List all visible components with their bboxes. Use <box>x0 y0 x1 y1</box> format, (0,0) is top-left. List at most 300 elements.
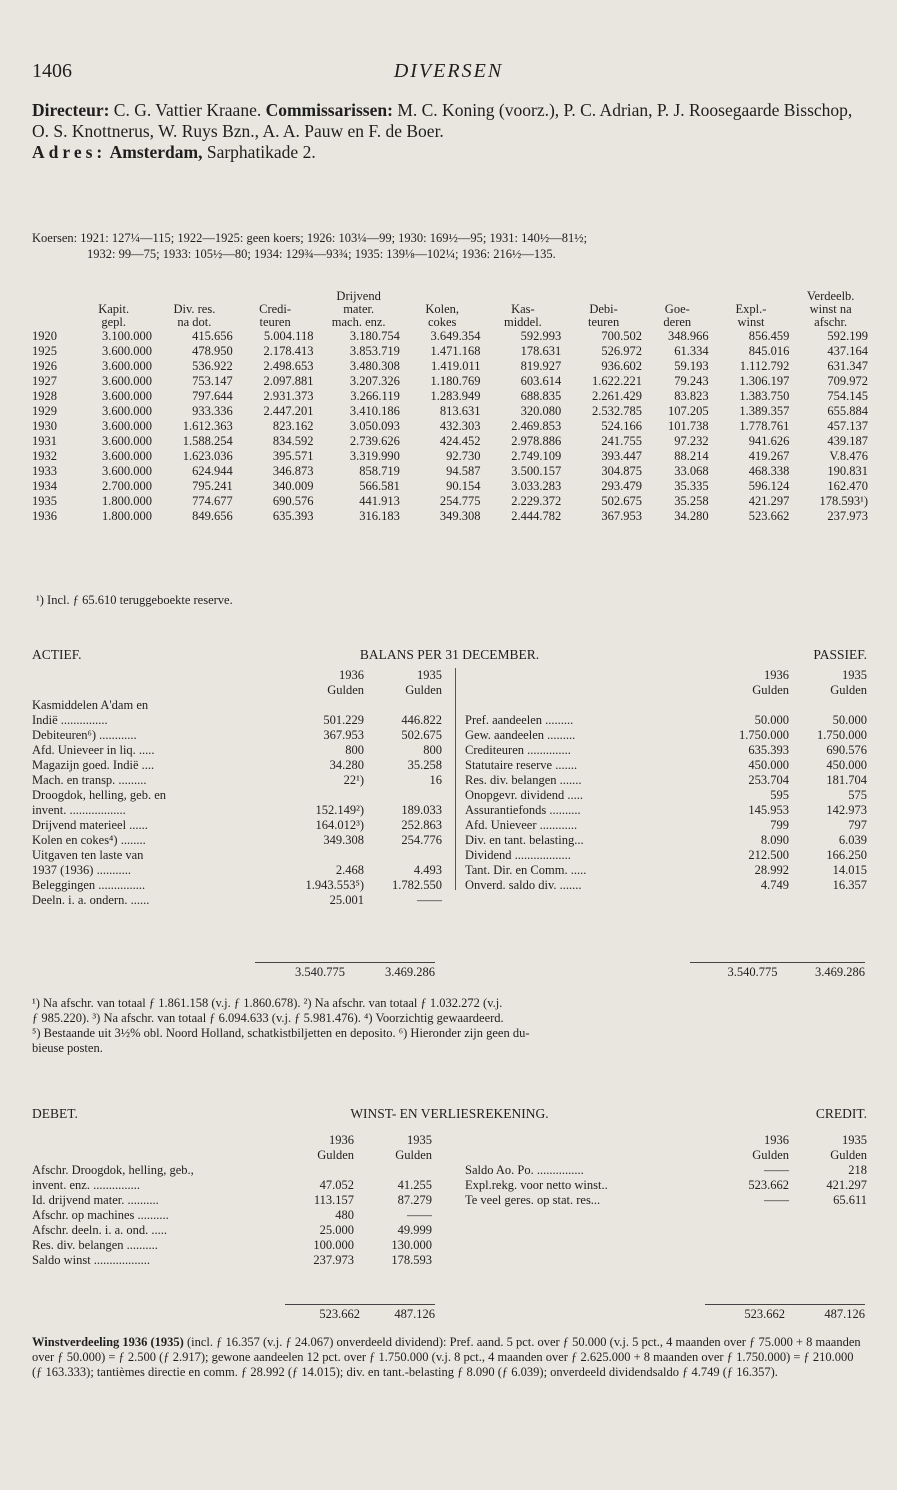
spacer-row <box>465 698 867 713</box>
balance-sheet-header <box>32 647 867 665</box>
table-cell: 241.755 <box>601 434 642 448</box>
table-cell: 35.258 <box>674 494 709 508</box>
table-cell: 3.600.000 <box>102 434 153 448</box>
actief-title: ACTIEF. <box>32 647 82 662</box>
table-row <box>30 389 870 404</box>
passiva-item <box>465 818 867 833</box>
activa-item <box>32 833 442 848</box>
table-cell: 774.677 <box>192 494 233 508</box>
activa-item <box>32 803 442 818</box>
activa-year-header <box>32 668 442 683</box>
debet-item <box>32 1208 432 1223</box>
table-cell: 33.068 <box>674 464 709 478</box>
verdeeling-label: Winstverdeeling 1936 (1935) <box>32 1335 184 1349</box>
table-cell: 795.241 <box>192 479 233 493</box>
year-cell: 1932 <box>32 449 57 463</box>
credit-item-value-1936: 523.662 <box>748 1178 789 1192</box>
table-cell: 2.097.881 <box>263 374 314 388</box>
column-header: Kas- middel. <box>503 302 542 329</box>
table-cell: 1.389.357 <box>739 404 790 418</box>
table-cell: 97.232 <box>674 434 709 448</box>
table-cell: 293.479 <box>601 479 642 493</box>
debet-item-label: Afschr. deeln. i. a. ond. ..... <box>32 1223 168 1237</box>
activa-item <box>32 773 442 788</box>
table-cell: 700.502 <box>601 329 642 343</box>
activa-section <box>32 668 442 908</box>
spacer <box>465 1133 707 1148</box>
table-cell: 92.730 <box>446 449 481 463</box>
table-cell: 421.297 <box>748 494 790 508</box>
share-prices <box>32 230 867 262</box>
table-cell: 603.614 <box>520 374 562 388</box>
passiva-item-value-1936: 145.953 <box>748 803 789 817</box>
passiva-item <box>465 833 867 848</box>
credit-year-header <box>465 1133 867 1148</box>
column-header: Kolen, cokes <box>425 302 460 329</box>
table-cell: 162.470 <box>827 479 868 493</box>
passiva-item-value-1936: 28.992 <box>754 863 789 877</box>
year-cell: 1933 <box>32 464 57 478</box>
passiva-item-label: Tant. Dir. en Comm. ..... <box>465 863 587 877</box>
directeur-name: C. G. Vattier Kraane. <box>109 100 266 120</box>
commissarissen-names: M. C. Koning (voorz.), P. C. Adrian, P. J. Roosegaarde Bisschop, O. S. Knottnerus, W. Ruys Bzn., A. A. Pauw en F. de Boer. <box>32 100 853 141</box>
unit-label: Gulden <box>752 1148 789 1162</box>
table-cell: 624.944 <box>192 464 233 478</box>
table-cell: 2.447.201 <box>263 404 314 418</box>
debet-unit-header <box>32 1148 432 1163</box>
activa-item-value-1936: 34.280 <box>329 758 364 772</box>
debet-item-label: Id. drijvend mater. .......... <box>32 1193 159 1207</box>
year-cell: 1934 <box>32 479 57 493</box>
credit-item-value-1936: —— <box>764 1193 789 1207</box>
activa-unit-header <box>32 683 442 698</box>
table-row <box>30 479 870 494</box>
activa-item-value-1936 <box>282 848 364 863</box>
passiva-item-label: Onverd. saldo div. ....... <box>465 878 582 892</box>
table-cell: 415.656 <box>192 329 233 343</box>
table-row <box>30 359 870 374</box>
debet-year-header <box>32 1133 432 1148</box>
activa-item-value-1936: 800 <box>345 743 364 757</box>
year-cell: 1936 <box>32 509 57 523</box>
table-cell: 1.419.011 <box>431 359 481 373</box>
passiva-item-label: Crediteuren .............. <box>465 743 571 757</box>
debet-item-value-1936: 47.052 <box>319 1178 354 1192</box>
activa-item <box>32 758 442 773</box>
passiva-total-1936: 3.540.775 <box>727 965 778 979</box>
passiva-item <box>465 878 867 893</box>
column-divider <box>455 668 456 890</box>
unit-label: Gulden <box>830 683 867 697</box>
debet-total <box>285 1304 435 1322</box>
passiva-item-value-1935: 575 <box>848 788 867 802</box>
credit-title: CREDIT. <box>815 1106 867 1121</box>
credit-item-value-1935: 65.611 <box>833 1193 867 1207</box>
activa-item-value-1936: 152.149²) <box>315 803 364 817</box>
year-1936: 1936 <box>329 1133 354 1147</box>
table-cell: 59.193 <box>674 359 709 373</box>
financial-history-table <box>30 290 870 524</box>
column-header: Div. res. na dot. <box>173 302 216 329</box>
passiva-item-value-1936: 595 <box>770 788 789 802</box>
company-info <box>32 100 867 163</box>
page-number: 1406 <box>32 60 72 82</box>
passief-title: PASSIEF. <box>813 647 867 662</box>
activa-item-label: invent. .................. <box>32 803 126 817</box>
debet-item-value-1935: 49.999 <box>397 1223 432 1237</box>
passiva-item-value-1935: 142.973 <box>826 803 867 817</box>
table-cell: 3.649.354 <box>430 329 481 343</box>
table-cell: 502.675 <box>601 494 642 508</box>
activa-item <box>32 848 442 863</box>
table-cell: 2.700.000 <box>102 479 153 493</box>
activa-item-label: Kasmiddelen A'dam en <box>32 698 149 712</box>
debet-item <box>32 1253 432 1268</box>
table-cell: 2.469.853 <box>511 419 562 433</box>
passiva-item <box>465 788 867 803</box>
column-header: Verdeelb. winst na afschr. <box>806 289 855 329</box>
table-cell: 468.338 <box>748 464 790 478</box>
table-cell: 3.180.754 <box>349 329 400 343</box>
debet-item <box>32 1223 432 1238</box>
passiva-item-value-1935: 181.704 <box>826 773 867 787</box>
passiva-item-value-1936: 212.500 <box>748 848 789 862</box>
address-paragraph <box>32 142 867 163</box>
table-cell: 536.922 <box>192 359 233 373</box>
year-1935: 1935 <box>407 1133 432 1147</box>
table-cell: 178.593¹) <box>819 494 868 508</box>
debet-item-label: invent. enz. ............... <box>32 1178 140 1192</box>
passiva-item-value-1936: 799 <box>770 818 789 832</box>
table-cell: 1.283.949 <box>430 389 481 403</box>
activa-item <box>32 743 442 758</box>
table-row <box>30 374 870 389</box>
activa-item <box>32 698 442 713</box>
credit-total <box>705 1304 865 1322</box>
table-cell: 35.335 <box>674 479 709 493</box>
debet-item <box>32 1178 432 1193</box>
table-cell: 813.631 <box>439 404 481 418</box>
table-cell: 424.452 <box>439 434 481 448</box>
table-cell: 79.243 <box>674 374 709 388</box>
table-cell: 1.383.750 <box>739 389 790 403</box>
year-1936: 1936 <box>339 668 364 682</box>
table-cell: 1.622.221 <box>591 374 642 388</box>
passiva-item-value-1936: 50.000 <box>754 713 789 727</box>
table-cell: 3.853.719 <box>349 344 400 358</box>
activa-item-value-1935: —— <box>417 893 442 907</box>
spacer <box>32 683 282 698</box>
table-row <box>30 449 870 464</box>
table-cell: 2.931.373 <box>263 389 314 403</box>
table-cell: 237.973 <box>827 509 868 523</box>
passiva-total-1935: 3.469.286 <box>815 965 865 979</box>
table-cell: 439.187 <box>827 434 868 448</box>
activa-item-label: Indië ............... <box>32 713 108 727</box>
unit-label: Gulden <box>327 683 364 697</box>
passiva-item-value-1936: 253.704 <box>748 773 789 787</box>
debet-item-value-1936: 113.157 <box>313 1193 354 1207</box>
table-cell: 190.831 <box>827 464 868 478</box>
table-row <box>30 494 870 509</box>
activa-item-value-1936 <box>282 698 364 713</box>
adres-label: Adres: <box>32 142 107 162</box>
debet-item <box>32 1238 432 1253</box>
balance-footnote-line: ¹) Na afschr. van totaal ƒ 1.861.158 (v.j. ƒ 1.860.678). ²) Na afschr. van totaal ƒ 1.032.272 (v.j. <box>32 996 503 1010</box>
spacer <box>32 1148 272 1163</box>
credit-item <box>465 1193 867 1208</box>
management-paragraph <box>32 100 867 142</box>
table-cell: 2.978.886 <box>511 434 562 448</box>
passiva-item-label: Assurantiefonds .......... <box>465 803 581 817</box>
table-cell: 3.600.000 <box>102 389 153 403</box>
activa-item-value-1935: 446.822 <box>401 713 442 727</box>
table-cell: 596.124 <box>748 479 790 493</box>
table-cell: 566.581 <box>359 479 400 493</box>
passiva-item <box>465 803 867 818</box>
passiva-item-value-1935: 690.576 <box>826 743 867 757</box>
activa-item-label: Deeln. i. a. ondern. ...... <box>32 893 150 907</box>
commissarissen-label: Commissarissen: <box>265 100 393 120</box>
table-cell: 3.266.119 <box>350 389 400 403</box>
table-cell: 688.835 <box>520 389 562 403</box>
passiva-item-value-1935: 16.357 <box>832 878 867 892</box>
debet-item-label: Saldo winst .................. <box>32 1253 151 1267</box>
table-cell: 3.600.000 <box>102 359 153 373</box>
credit-item <box>465 1178 867 1193</box>
column-header: Expl.- winst <box>735 302 767 329</box>
activa-item <box>32 713 442 728</box>
table-cell: 437.164 <box>827 344 868 358</box>
activa-total <box>255 962 435 980</box>
table-cell: 524.166 <box>601 419 642 433</box>
table-cell: 90.154 <box>446 479 481 493</box>
year-cell: 1926 <box>32 359 57 373</box>
table-row <box>30 464 870 479</box>
year-cell: 1930 <box>32 419 57 433</box>
debet-total-1935: 487.126 <box>394 1307 435 1321</box>
activa-item-value-1935: 189.033 <box>401 803 442 817</box>
table-header-row <box>30 290 870 329</box>
passiva-section <box>465 668 867 893</box>
passiva-unit-header <box>465 683 867 698</box>
debet-item-value-1935: —— <box>407 1208 432 1222</box>
credit-item <box>465 1163 867 1178</box>
passiva-total <box>690 962 865 980</box>
column-header <box>30 290 73 329</box>
table-cell: 797.644 <box>192 389 233 403</box>
table-cell: 3.100.000 <box>102 329 153 343</box>
table-cell: 3.600.000 <box>102 449 153 463</box>
activa-item <box>32 863 442 878</box>
activa-item-value-1935: 35.258 <box>407 758 442 772</box>
credit-item-value-1935: 218 <box>848 1163 867 1177</box>
table-cell: 3.600.000 <box>102 464 153 478</box>
table-cell: 655.884 <box>827 404 868 418</box>
table-cell: 849.656 <box>192 509 233 523</box>
table-cell: 1.306.197 <box>739 374 790 388</box>
table-cell: 2.444.782 <box>511 509 562 523</box>
year-1936: 1936 <box>764 1133 789 1147</box>
activa-item-label: 1937 (1936) ........... <box>32 863 131 877</box>
table-cell: 3.500.157 <box>511 464 562 478</box>
table-cell: 94.587 <box>446 464 481 478</box>
passiva-item-value-1936: 1.750.000 <box>739 728 789 742</box>
activa-item <box>32 728 442 743</box>
passiva-item-label: Dividend .................. <box>465 848 571 862</box>
credit-item-value-1936: —— <box>764 1163 789 1177</box>
debet-item-value-1935 <box>354 1163 432 1178</box>
table-cell: 304.875 <box>601 464 642 478</box>
spacer <box>32 668 282 683</box>
credit-item-label: Saldo Ao. Po. ............... <box>465 1163 584 1177</box>
credit-unit-header <box>465 1148 867 1163</box>
activa-item-value-1936: 349.308 <box>323 833 364 847</box>
year-1936: 1936 <box>764 668 789 682</box>
year-cell: 1931 <box>32 434 57 448</box>
table-cell: 101.738 <box>668 419 709 433</box>
credit-item-label: Expl.rekg. voor netto winst.. <box>465 1178 608 1192</box>
debet-item-value-1936 <box>272 1163 354 1178</box>
spacer <box>465 668 707 683</box>
table-cell: 709.972 <box>827 374 868 388</box>
credit-section <box>465 1133 867 1208</box>
passiva-item-label: Onopgevr. dividend ..... <box>465 788 584 802</box>
passiva-item-value-1935: 6.039 <box>838 833 867 847</box>
activa-item <box>32 818 442 833</box>
year-cell: 1928 <box>32 389 57 403</box>
spacer <box>465 683 707 698</box>
passiva-item-label: Gew. aandeelen ......... <box>465 728 576 742</box>
debet-item-value-1935: 87.279 <box>397 1193 432 1207</box>
activa-item-value-1935: 1.782.550 <box>392 878 442 892</box>
koersen-line-1: Koersen: 1921: 127¼—115; 1922—1925: geen koers; 1926: 103¼—99; 1930: 169½—95; 1931: 140½—81½; <box>32 231 588 245</box>
table-cell: 2.229.372 <box>511 494 562 508</box>
debet-item-label: Afschr. op machines .......... <box>32 1208 169 1222</box>
table-cell: 754.145 <box>827 389 868 403</box>
debet-item-value-1935: 178.593 <box>391 1253 432 1267</box>
debet-item <box>32 1163 432 1178</box>
activa-item-value-1935 <box>364 698 442 713</box>
table-cell: 393.447 <box>601 449 642 463</box>
activa-item-value-1935: 254.776 <box>401 833 442 847</box>
balance-footnote-line: ⁵) Bestaande uit 3½% obl. Noord Holland, schatkistbiljetten en deposito. ⁶) Hieronder zijn geen du- <box>32 1026 530 1040</box>
table-cell: 432.303 <box>439 419 481 433</box>
activa-item-label: Droogdok, helling, geb. en <box>32 788 167 802</box>
passiva-item-value-1935: 14.015 <box>832 863 867 877</box>
profit-distribution <box>32 1335 867 1380</box>
credit-item-value-1935: 421.297 <box>826 1178 867 1192</box>
table-cell: 526.972 <box>601 344 642 358</box>
activa-item-label: Drijvend materieel ...... <box>32 818 148 832</box>
passiva-item <box>465 728 867 743</box>
passiva-item-value-1936: 8.090 <box>760 833 789 847</box>
activa-item-label: Beleggingen ............... <box>32 878 146 892</box>
activa-item-value-1936: 501.229 <box>323 713 364 727</box>
table-cell: 349.308 <box>439 509 481 523</box>
activa-item-label: Debiteuren⁶) ............ <box>32 728 137 742</box>
table-body <box>30 329 870 524</box>
table-cell: 346.873 <box>272 464 314 478</box>
year-1935: 1935 <box>842 668 867 682</box>
table-cell: 316.183 <box>359 509 400 523</box>
table-cell: 419.267 <box>748 449 790 463</box>
table-cell: 1.612.363 <box>182 419 233 433</box>
table-cell: 3.319.990 <box>349 449 400 463</box>
passiva-item-label: Res. div. belangen ....... <box>465 773 582 787</box>
table-cell: 834.592 <box>272 434 314 448</box>
passiva-item <box>465 743 867 758</box>
table-cell: 3.600.000 <box>102 344 153 358</box>
passiva-item <box>465 863 867 878</box>
table-cell: 635.393 <box>272 509 314 523</box>
table-cell: 88.214 <box>674 449 709 463</box>
passiva-item-value-1935: 1.750.000 <box>817 728 867 742</box>
table-cell: 441.913 <box>359 494 400 508</box>
passiva-item-value-1935: 450.000 <box>826 758 867 772</box>
table-cell: 1.800.000 <box>102 509 153 523</box>
winst-title: WINST- EN VERLIESREKENING. <box>350 1106 549 1121</box>
page-header <box>32 60 865 92</box>
debet-item <box>32 1193 432 1208</box>
adres-street: Sarphatikade 2. <box>202 142 316 162</box>
activa-total-1935: 3.469.286 <box>385 965 435 979</box>
table-cell: 3.480.308 <box>349 359 400 373</box>
table-cell: 83.823 <box>674 389 709 403</box>
table-cell: 1.180.769 <box>430 374 481 388</box>
activa-item <box>32 788 442 803</box>
table-cell: 592.199 <box>827 329 868 343</box>
table-cell: 1.800.000 <box>102 494 153 508</box>
directeur-label: Directeur: <box>32 100 110 120</box>
debet-item-value-1936: 25.000 <box>319 1223 354 1237</box>
unit-label: Gulden <box>830 1148 867 1162</box>
table-cell: 178.631 <box>520 344 562 358</box>
passiva-item <box>465 848 867 863</box>
activa-item-value-1935: 800 <box>423 743 442 757</box>
column-header: Kapit. gepl. <box>98 302 130 329</box>
table-cell: 3.207.326 <box>349 374 400 388</box>
table-cell: 941.626 <box>748 434 790 448</box>
table-cell: 1.778.761 <box>739 419 790 433</box>
passiva-item-value-1936: 635.393 <box>748 743 789 757</box>
credit-total-1936: 523.662 <box>744 1307 785 1321</box>
table-cell: V.8.476 <box>829 449 868 463</box>
table-row <box>30 344 870 359</box>
passiva-item <box>465 773 867 788</box>
table-cell: 3.033.283 <box>511 479 562 493</box>
table-cell: 2.498.653 <box>263 359 314 373</box>
activa-item-label: Afd. Unieveer in liq. ..... <box>32 743 155 757</box>
activa-item-value-1936: 164.012³) <box>315 818 364 832</box>
year-cell: 1920 <box>32 329 57 343</box>
year-cell: 1925 <box>32 344 57 358</box>
activa-item-value-1936: 367.953 <box>323 728 364 742</box>
year-cell: 1927 <box>32 374 57 388</box>
table-cell: 395.571 <box>272 449 314 463</box>
unit-label: Gulden <box>317 1148 354 1162</box>
table-cell: 823.162 <box>272 419 314 433</box>
activa-item-label: Uitgaven ten laste van <box>32 848 144 862</box>
activa-item-value-1935 <box>364 848 442 863</box>
debet-item-label: Res. div. belangen .......... <box>32 1238 158 1252</box>
table-cell: 1.471.168 <box>430 344 481 358</box>
table-row <box>30 509 870 524</box>
passiva-item-label: Statutaire reserve ....... <box>465 758 578 772</box>
unit-label: Gulden <box>395 1148 432 1162</box>
debet-section <box>32 1133 432 1268</box>
table-cell: 254.775 <box>439 494 481 508</box>
